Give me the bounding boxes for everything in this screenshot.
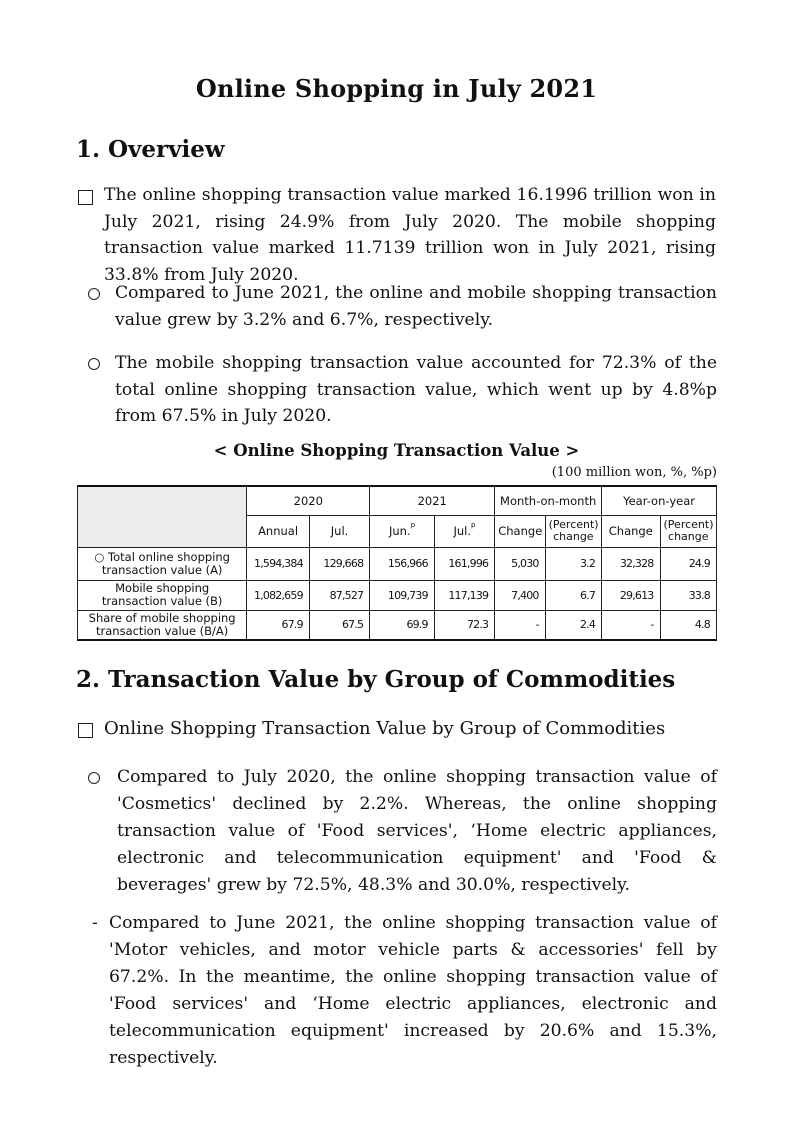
commodities-dash-mom: Compared to June 2021, the online shopping transaction value of 'Motor vehicles, and motor vehicle parts & accessories' fell by 67.2%. In the meantime, the online shopping transaction value of 'Food services' and ‘Home electric appliances, electronic and telecommunication equipment' increased by 20.6% and 15.3%, respectively. [109,913,717,1068]
table-cell: 156,966 [370,547,435,580]
table-cell: 6.7 [545,580,601,610]
subheader-jul-2021: Jul.$^p$ [434,515,494,547]
table-cell: 24.9 [660,547,716,580]
group-header-mom: Month-on-month [495,486,602,515]
section-commodities-heading: 2. Transaction Value by Group of Commodities [76,666,676,693]
row-label-mobile: Mobile shopping transaction value (B) [78,580,247,610]
table-cell: 109,739 [370,580,435,610]
table-cell: - [602,610,660,640]
transaction-value-table [77,485,717,641]
group-header-2021: 2021 [370,486,495,515]
row-label-share: Share of mobile shopping transaction value (B/A) [78,610,247,640]
dash-bullet: - [92,913,98,933]
subheader-yoy-percent: (Percent) change [660,515,716,547]
circle-bullet-icon [88,288,100,300]
table-row [78,547,717,580]
table-cell: 67.9 [247,610,309,640]
checkbox-square-icon [78,723,93,738]
circle-bullet-icon [88,358,100,370]
group-header-yoy: Year-on-year [602,486,717,515]
table-cell: 4.8 [660,610,716,640]
table-row [78,610,717,640]
table-corner-cell [78,486,247,547]
subheader-annual: Annual [247,515,309,547]
table-cell: 161,996 [434,547,494,580]
page-title: Online Shopping in July 2021 [195,74,598,103]
overview-bullet-share: The mobile shopping transaction value accounted for 72.3% of the total online shopping transaction value, which went up by 4.8%p from 67.5% in July 2020. [115,353,717,426]
table-cell: 87,527 [309,580,369,610]
table-cell: 72.3 [434,610,494,640]
table-cell: 5,030 [495,547,545,580]
group-header-2020: 2020 [247,486,370,515]
table-cell: 117,139 [434,580,494,610]
table-unit-note: (100 million won, %, %p) [551,465,717,480]
table-cell: 67.5 [309,610,369,640]
subheader-mom-percent: (Percent) change [545,515,601,547]
table-cell: 1,594,384 [247,547,309,580]
table-row [78,580,717,610]
subheader-yoy-change: Change [602,515,660,547]
commodities-box-line: Online Shopping Transaction Value by Group of Commodities [104,718,666,739]
row-label-total: ○ Total online shopping transaction value (A) [78,547,247,580]
table-cell: 2.4 [545,610,601,640]
overview-bullet-mom: Compared to June 2021, the online and mobile shopping transaction value grew by 3.2% and 6.7%, respectively. [115,283,717,330]
table-cell: 129,668 [309,547,369,580]
circle-bullet-icon [88,772,100,784]
table-cell: - [495,610,545,640]
table-cell: 33.8 [660,580,716,610]
table-cell: 1,082,659 [247,580,309,610]
table-cell: 29,613 [602,580,660,610]
subheader-jun-2021: Jun.$^p$ [370,515,435,547]
table-cell: 7,400 [495,580,545,610]
table-caption: < Online Shopping Transaction Value > [213,441,580,460]
table-cell: 32,328 [602,547,660,580]
section-overview-heading: 1. Overview [76,136,225,163]
checkbox-square-icon [78,190,93,205]
table-cell: 69.9 [370,610,435,640]
subheader-mom-change: Change [495,515,545,547]
overview-summary-paragraph: The online shopping transaction value marked 16.1996 trillion won in July 2021, rising 24.9% from July 2020. The mobile shopping transaction value marked 11.7139 trillion won in July 2021, rising 33.8% from July 2020. [104,185,716,285]
subheader-jul-2020: Jul. [309,515,369,547]
table-cell: 3.2 [545,547,601,580]
commodities-bullet-yoy: Compared to July 2020, the online shopping transaction value of 'Cosmetics' declined by 2.2%. Whereas, the online shopping transaction value of 'Food services', ‘Home electric appliances, electronic and telecommunication equipment' and 'Food & beverages' grew by 72.5%, 48.3% and 30.0%, respectively. [117,767,717,895]
